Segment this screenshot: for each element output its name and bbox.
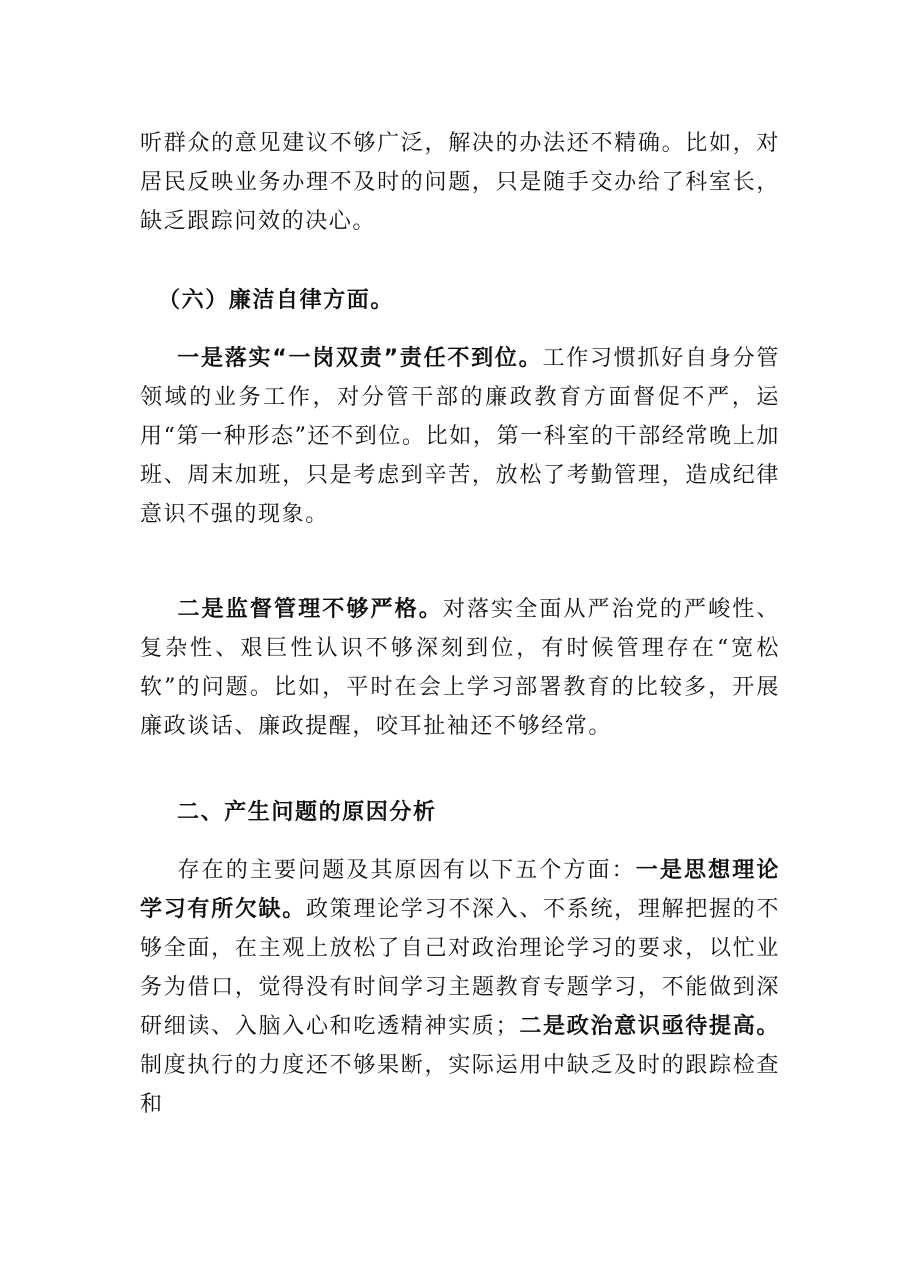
paragraph-text-1: 政策理论学习不深入、不系统，理解把握的不够全面，在主观上放松了自己对政治理论学习的要求，以忙业务为借口，觉得没有时间学习主题教育专题学习，不能做到深研细读、入脑入心和吃透精神实质； [140, 897, 780, 1039]
paragraph-causes [140, 851, 780, 1124]
paragraph-lead: 一是落实“一岗双责”责任不到位。 [177, 346, 543, 371]
section-heading-2 [177, 793, 437, 832]
paragraph-lead-1: 一是思想理论学习有所欠缺。 [140, 858, 780, 922]
paragraph-supervision [140, 590, 780, 746]
paragraph-intro: 存在的主要问题及其原因有以下五个方面： [177, 858, 636, 883]
paragraph-responsibility [140, 339, 780, 534]
paragraph-continuation [140, 124, 780, 241]
section-heading-6 [158, 281, 394, 320]
heading-text: 二、产生问题的原因分析 [177, 800, 437, 825]
paragraph-lead: 二是监督管理不够严格。 [177, 597, 443, 622]
paragraph-text: 工作习惯抓好自身分管领域的业务工作，对分管干部的廉政教育方面督促不严，运用“第一种形态”还不到位。比如，第一科室的干部经常晚上加班、周末加班，只是考虑到辛苦，放松了考勤管理，造成纪律意识不强的现象。 [140, 346, 780, 527]
paragraph-lead-2: 二是政治意识亟待提高。 [519, 1014, 780, 1039]
paragraph-text: 听群众的意见建议不够广泛，解决的办法还不精确。比如，对居民反映业务办理不及时的问题，只是随手交办给了科室长，缺乏跟踪问效的决心。 [140, 131, 780, 234]
paragraph-text-2: 制度执行的力度还不够果断，实际运用中缺乏及时的跟踪检查和 [140, 1053, 780, 1117]
paragraph-text: 对落实全面从严治党的严峻性、复杂性、艰巨性认识不够深刻到位，有时候管理存在“宽松软”的问题。比如，平时在会上学习部署教育的比较多，开展廉政谈话、廉政提醒，咬耳扯袖还不够经常。 [140, 597, 780, 739]
heading-text: （六）廉洁自律方面。 [158, 288, 395, 313]
